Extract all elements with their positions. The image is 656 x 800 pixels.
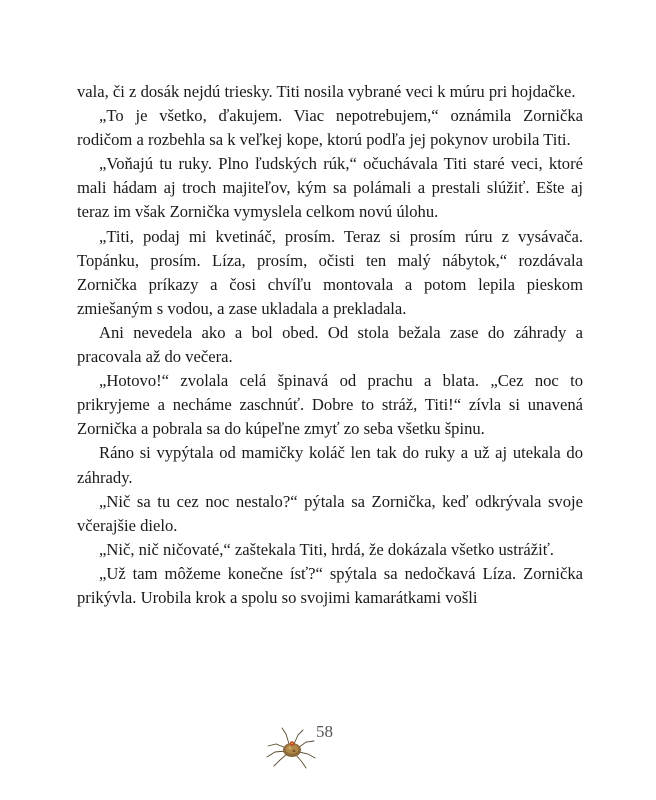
- paragraph: Ani nevedela ako a bol obed. Od stola bežala zase do záhrady a pracovala až do večera.: [77, 322, 583, 367]
- body-text: [77, 80, 583, 610]
- page-number: 58: [316, 722, 333, 741]
- page-footer: [0, 720, 656, 780]
- paragraph: „Nič, nič ničovaté,“ zaštekala Titi, hrdá, že dokázala všetko ustrážiť.: [99, 539, 554, 559]
- paragraph: „Nič sa tu cez noc nestalo?“ pýtala sa Zornička, keď odkrývala svoje včerajšie dielo.: [77, 491, 583, 535]
- paragraph: „To je všetko, ďakujem. Viac nepotrebujem,“ oznámila Zornička rodičom a rozbehla sa k veľkej kope, ktorú podľa jej pokynov urobila Titi.: [77, 106, 583, 150]
- paragraph: „Už tam môžeme konečne ísť?“ spýtala sa nedočkavá Líza. Zornička prikývla. Urobila krok a spolu so svojimi kamarátkami vošli: [77, 563, 583, 607]
- paragraph: „Voňajú tu ruky. Plno ľudských rúk,“ očuchávala Titi staré veci, ktoré mali hádam aj troch majiteľov, kým sa polámali a prestali slúžiť. Ešte aj teraz im však Zornička vymyslela celkom novú úlohu.: [77, 154, 583, 222]
- insect-ornament-icon: [262, 724, 322, 770]
- paragraph: „Titi, podaj mi kvetináč, prosím. Teraz si prosím rúru z vysávača. Topánku, prosím. Líza, prosím, očisti ten malý nábytok,“ rozdávala Zornička príkazy a čosi chvíľu montovala a potom lepila pieskom zmiešaným s vodou, a zase ukladala a prekladala.: [77, 226, 583, 318]
- paragraph-continuation: vala, či z dosák nejdú triesky. Titi nosila vybrané veci k múru pri hojdačke.: [77, 82, 576, 101]
- paragraph: „Hotovo!“ zvolala celá špinavá od prachu a blata. „Cez noc to prikryjeme a necháme zaschnúť. Dobre to stráž, Titi!“ zívla si unavená Zornička a pobrala sa do kúpeľne zmyť zo seba všetku špinu.: [77, 371, 583, 439]
- paragraph: Ráno si vypýtala od mamičky koláč len tak do ruky a už aj utekala do záhrady.: [77, 443, 583, 487]
